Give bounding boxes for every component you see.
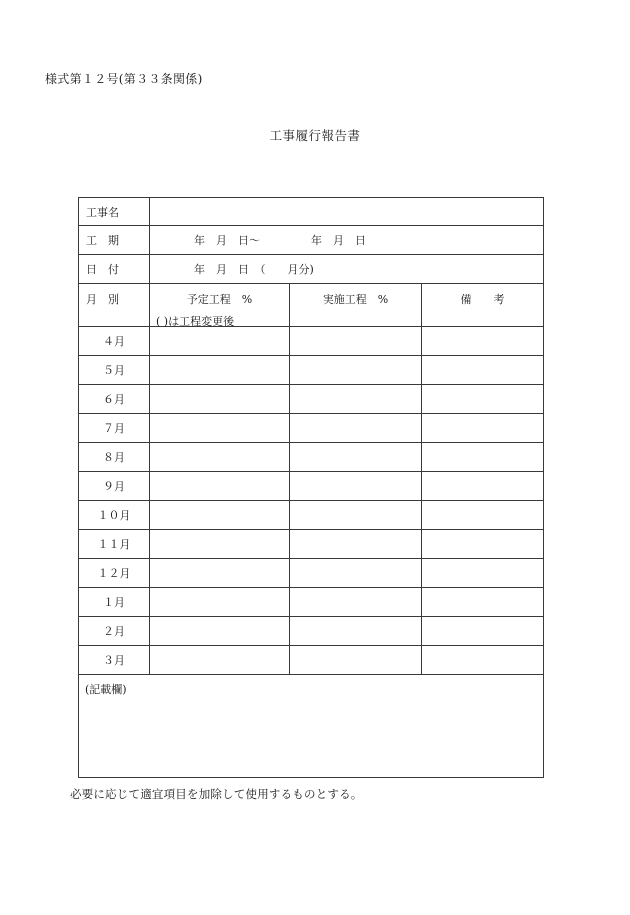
planned-cell[interactable] [150,646,290,675]
remarks-cell[interactable] [422,385,544,414]
remarks-cell[interactable] [422,501,544,530]
month-label: ５月 [79,356,150,385]
remarks-column-header [422,284,544,327]
month-row [79,472,544,501]
month-row [79,501,544,530]
row-period [79,226,544,255]
row-date [79,255,544,284]
month-row [79,588,544,617]
planned-column-header [150,284,290,327]
actual-cell[interactable] [290,617,422,646]
month-rows [79,327,544,675]
period-start: 年 月 日～ [194,234,260,247]
actual-cell[interactable] [290,472,422,501]
actual-cell[interactable] [290,501,422,530]
actual-cell[interactable] [290,414,422,443]
actual-cell[interactable] [290,646,422,675]
period-end: 年 月 日 [311,234,366,247]
remarks-cell[interactable] [422,472,544,501]
remarks-cell[interactable] [422,443,544,472]
planned-cell[interactable] [150,414,290,443]
actual-cell[interactable] [290,385,422,414]
actual-column-header [290,284,422,327]
month-label: １１月 [79,530,150,559]
actual-label: 実施工程 % [322,293,389,306]
period-field[interactable] [150,226,544,255]
form-number: 様式第１２号(第３３条関係) [45,72,203,86]
month-row [79,530,544,559]
month-label: １月 [79,588,150,617]
month-label: ４月 [79,327,150,356]
remarks-cell[interactable] [422,559,544,588]
planned-cell[interactable] [150,472,290,501]
actual-cell[interactable] [290,588,422,617]
remarks-cell[interactable] [422,588,544,617]
report-table [78,197,544,778]
remarks-label: 備 考 [460,293,505,306]
document-title: 工事履行報告書 [269,128,361,143]
remarks-cell[interactable] [422,356,544,385]
month-label: ８月 [79,443,150,472]
planned-cell[interactable] [150,617,290,646]
actual-cell[interactable] [290,530,422,559]
planned-cell[interactable] [150,385,290,414]
period-label: 工 期 [79,226,150,255]
planned-cell[interactable] [150,559,290,588]
month-label: ３月 [79,646,150,675]
remarks-cell[interactable] [422,414,544,443]
actual-cell[interactable] [290,559,422,588]
date-field[interactable] [150,255,544,284]
actual-cell[interactable] [290,327,422,356]
actual-cell[interactable] [290,443,422,472]
footnote: 必要に応じて適宜項目を加除して使用するものとする。 [70,787,363,801]
month-row [79,617,544,646]
work-name-label: 工事名 [79,198,150,226]
month-label: ７月 [79,414,150,443]
planned-note: ( )は工程変更後 [156,315,235,328]
month-row [79,559,544,588]
row-column-headers [79,284,544,327]
date-label: 日 付 [79,255,150,284]
planned-cell[interactable] [150,443,290,472]
month-label: ９月 [79,472,150,501]
planned-cell[interactable] [150,588,290,617]
month-row [79,356,544,385]
planned-cell[interactable] [150,530,290,559]
month-row [79,385,544,414]
month-row [79,646,544,675]
memo-label: (記載欄) [85,683,127,696]
remarks-cell[interactable] [422,617,544,646]
work-name-field[interactable] [150,198,544,226]
month-row [79,414,544,443]
month-label: ６月 [79,385,150,414]
remarks-cell[interactable] [422,530,544,559]
month-label: １０月 [79,501,150,530]
planned-cell[interactable] [150,501,290,530]
month-label: １２月 [79,559,150,588]
month-label: ２月 [79,617,150,646]
planned-label: 予定工程 % [186,293,253,306]
planned-cell[interactable] [150,327,290,356]
memo-field[interactable] [79,675,544,778]
month-column-header: 月 別 [79,284,150,327]
planned-cell[interactable] [150,356,290,385]
remarks-cell[interactable] [422,327,544,356]
date-value: 年 月 日 （ 月分) [194,263,314,276]
remarks-cell[interactable] [422,646,544,675]
actual-cell[interactable] [290,356,422,385]
month-row [79,327,544,356]
month-row [79,443,544,472]
row-work-name [79,198,544,226]
row-memo [79,675,544,778]
